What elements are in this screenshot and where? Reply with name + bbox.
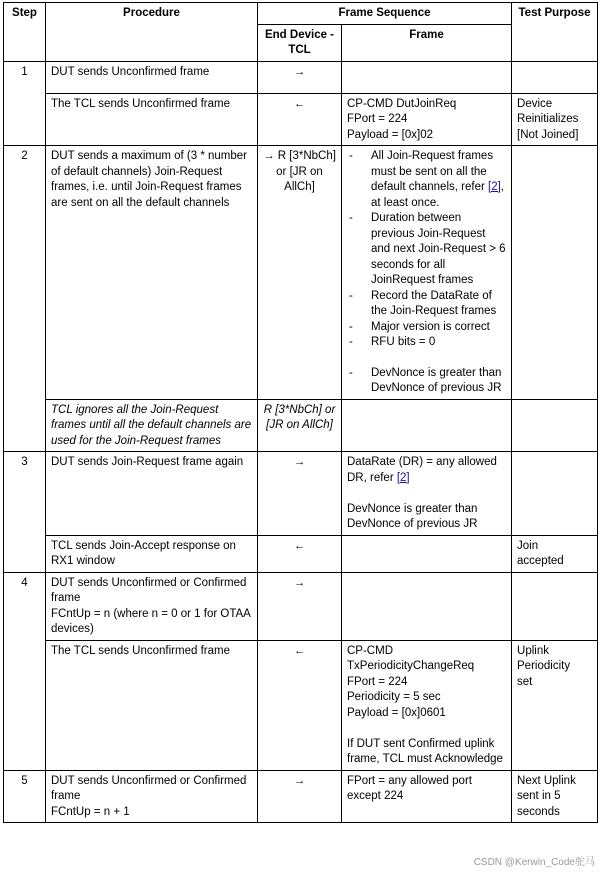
procedure-cell: DUT sends Join-Request frame again (46, 452, 258, 536)
purpose-line: accepted (517, 555, 564, 567)
watermark: CSDN @Kerwin_Code驼马 (473, 857, 595, 868)
procedure-cell (46, 572, 258, 640)
frame-cell (342, 399, 512, 452)
procedure-cell: DUT sends a maximum of (3 * number of default channels) Join-Request frames, i.e. until Join-Request frames are sent on all the default channels (46, 146, 258, 400)
list-item (347, 149, 506, 211)
purpose-cell (512, 93, 598, 146)
purpose-line: Device (517, 97, 553, 110)
header-procedure: Procedure (46, 3, 258, 62)
frame-text: DataRate (DR) = any allowed DR, refer (347, 456, 501, 484)
purpose-line: set (517, 675, 533, 688)
purpose-cell (512, 535, 598, 572)
table-row (4, 93, 598, 146)
direction-arrow: → R [3*NbCh] or [JR on AllCh] (258, 146, 342, 400)
frame-cell: FPort = any allowed port except 224 (342, 770, 512, 823)
frame-line: Payload = [0x]02 (347, 128, 433, 141)
procedure-line: FCntUp = n (where n = 0 or 1 for OTAA devices) (51, 607, 254, 635)
direction-arrow: → (258, 452, 342, 536)
purpose-line: Uplink (517, 644, 549, 657)
step-number: 5 (4, 770, 46, 823)
list-item: - RFU bits = 0 (347, 335, 506, 351)
purpose-line: Periodicity (517, 660, 571, 672)
direction-arrow: ← (258, 535, 342, 572)
table-row (4, 640, 598, 770)
frame-line (347, 455, 506, 486)
procedure-cell: The TCL sends Unconfirmed frame (46, 93, 258, 146)
purpose-line: [Not Joined] (517, 128, 579, 141)
reference-link[interactable]: [2] (488, 181, 501, 193)
list-item: - Major version is correct (347, 320, 506, 336)
frame-line: CP-CMD (347, 644, 393, 657)
table-row (4, 535, 598, 572)
frame-cell (342, 452, 512, 536)
frame-cell (342, 93, 512, 146)
frame-cell (342, 61, 512, 93)
table-header-row (4, 3, 598, 25)
purpose-cell (512, 770, 598, 823)
table-row (4, 61, 598, 93)
step-number: 3 (4, 452, 46, 573)
purpose-cell (512, 640, 598, 770)
spacer (347, 486, 506, 502)
frame-note: If DUT sent Confirmed uplink frame, TCL must Acknowledge (347, 737, 503, 765)
step-number: 1 (4, 61, 46, 146)
purpose-cell (512, 146, 598, 400)
frame-cell (342, 535, 512, 572)
procedure-cell: DUT sends Unconfirmed frame (46, 61, 258, 93)
frame-check-list (347, 149, 506, 397)
step-number: 4 (4, 572, 46, 770)
purpose-cell (512, 399, 598, 452)
direction-arrow: → (258, 61, 342, 93)
header-frame-sequence: Frame Sequence (258, 3, 512, 25)
purpose-cell (512, 572, 598, 640)
direction-arrow: → (258, 572, 342, 640)
procedure-cell: TCL sends Join-Accept response on RX1 window (46, 535, 258, 572)
header-end-device-tcl: End Device - TCL (258, 24, 342, 61)
reference-link[interactable]: [2] (396, 471, 410, 484)
direction-arrow: → (258, 770, 342, 823)
procedure-line: DUT sends Unconfirmed or Confirmed frame (51, 576, 250, 604)
header-step: Step (4, 3, 46, 62)
table-row (4, 399, 598, 452)
spacer (347, 721, 506, 737)
procedure-cell: The TCL sends Unconfirmed frame (46, 640, 258, 770)
procedure-line: FCntUp = n + 1 (51, 805, 130, 818)
direction-arrow: ← (258, 640, 342, 770)
frame-line: DevNonce is greater than DevNonce of previous JR (347, 502, 481, 530)
frame-line: Periodicity = 5 sec (347, 691, 441, 703)
frame-line: FPort = 224 (347, 675, 408, 688)
list-item: - Duration between previous Join-Request and next Join-Request > 6 seconds for all JoinRequest frames (347, 211, 506, 289)
test-procedure-table (3, 2, 598, 823)
header-frame: Frame (342, 24, 512, 61)
purpose-cell (512, 452, 598, 536)
frame-line: CP-CMD DutJoinReq (347, 97, 457, 110)
direction-arrow: R [3*NbCh] or [JR on AllCh] (258, 399, 342, 452)
list-item: - DevNonce is greater than DevNonce of previous JR (347, 366, 506, 397)
purpose-line: Next Uplink (517, 774, 576, 787)
purpose-line: Reinitializes (517, 113, 579, 125)
procedure-cell (46, 770, 258, 823)
procedure-cell: TCL ignores all the Join-Request frames until all the default channels are used for the Join-Request frames (46, 399, 258, 452)
frame-line: TxPeriodicityChangeReq (347, 660, 475, 672)
frame-cell (342, 572, 512, 640)
list-item: - Record the DataRate of the Join-Request frames (347, 289, 506, 320)
list-item-text: , at least once. (371, 181, 504, 209)
step-number: 2 (4, 146, 46, 452)
table-row (4, 770, 598, 823)
purpose-line: sent in 5 (517, 790, 561, 802)
frame-cell (342, 640, 512, 770)
table-row (4, 572, 598, 640)
purpose-cell (512, 61, 598, 93)
purpose-line: seconds (517, 805, 560, 818)
procedure-line: DUT sends Unconfirmed or Confirmed frame (51, 774, 250, 802)
frame-cell (342, 146, 512, 400)
header-test-purpose: Test Purpose (512, 3, 598, 62)
purpose-line: Join (517, 539, 539, 552)
direction-arrow: ← (258, 93, 342, 146)
frame-line: FPort = 224 (347, 113, 408, 125)
frame-line: Payload = [0x]0601 (347, 706, 446, 719)
list-item-text: All Join-Request frames must be sent on all the default channels, refer (371, 150, 494, 193)
table-row (4, 452, 598, 536)
table-row (4, 146, 598, 400)
